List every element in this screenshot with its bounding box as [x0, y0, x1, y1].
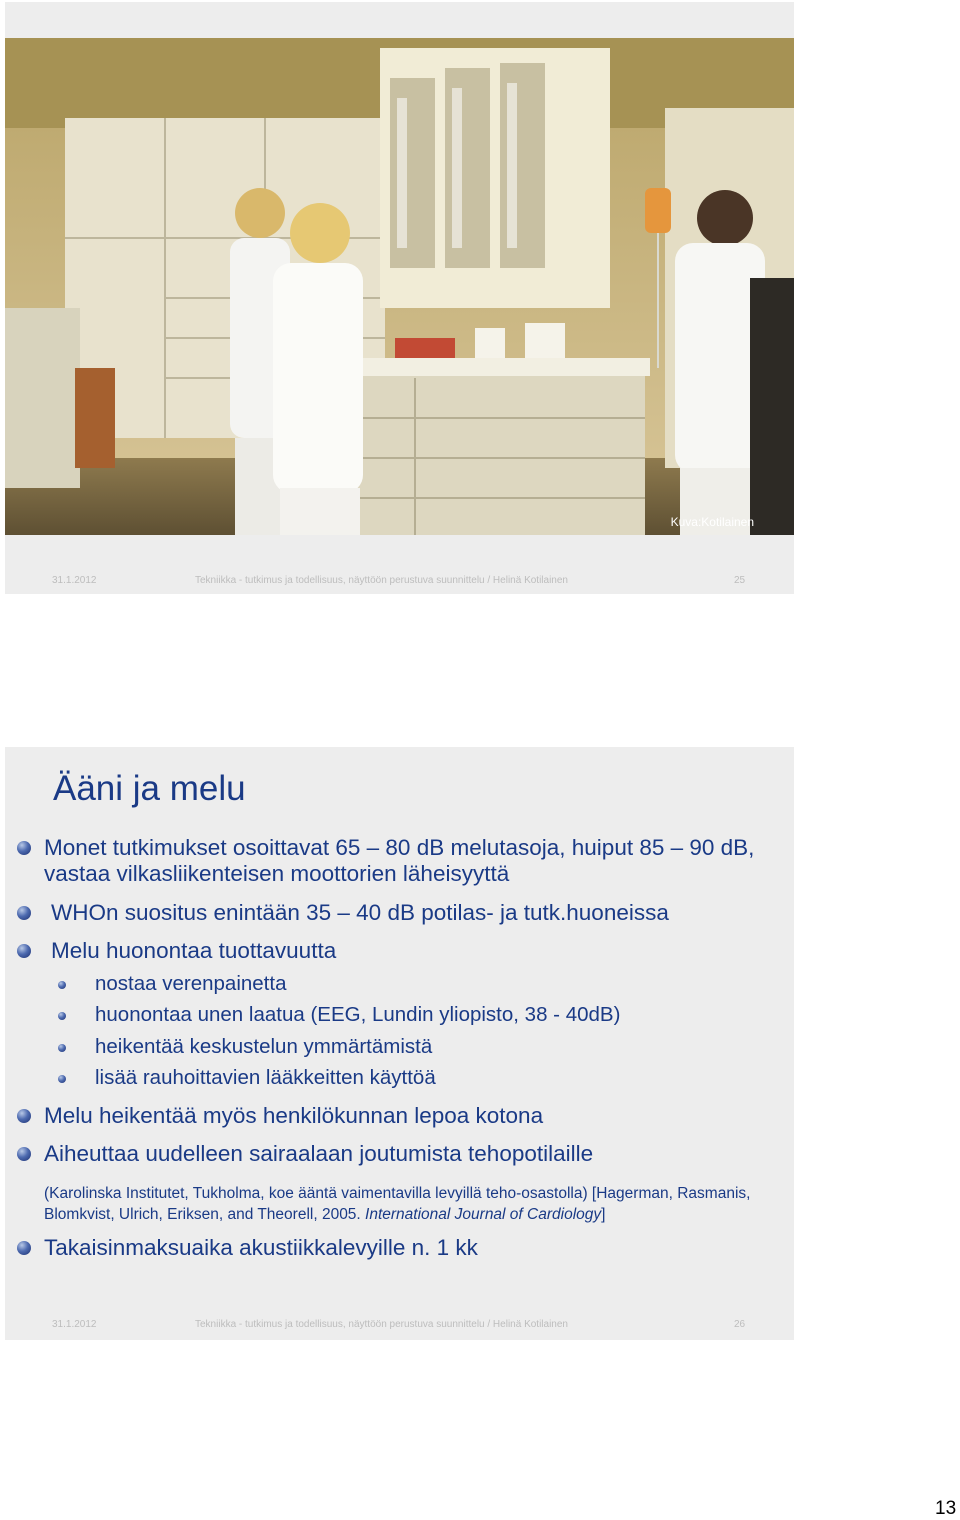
reference-text	[44, 1183, 784, 1225]
bullet-text: Takaisinmaksuaika akustiikkalevyille n. 1 kk	[44, 1235, 478, 1260]
reference-main: (Karolinska Institutet, Tukholma, koe ääntä vaimentavilla levyillä teho-osastolla) [Hagerman, Rasmanis, Blomkvist, Ulrich, Eriksen, and Theorell, 2005.	[44, 1185, 751, 1223]
sub-bullet-text: nostaa verenpainetta	[95, 972, 287, 995]
sub-bullet-text: lisää rauhoittavien lääkkeitten käyttöä	[95, 1066, 436, 1089]
sub-bullet-text: heikentää keskustelun ymmärtämistä	[95, 1035, 433, 1058]
small-bullet-sphere-icon	[58, 1012, 66, 1020]
footer-text: Tekniikka - tutkimus ja todellisuus, näyttöön perustuva suunnittelu / Helinä Kotilainen	[195, 1319, 568, 1330]
bullet-sphere-icon	[17, 1109, 31, 1123]
footer-date: 31.1.2012	[52, 575, 97, 586]
bullet-sphere-icon	[17, 1147, 31, 1161]
bullet-text: WHOn suositus enintään 35 – 40 dB potilas- ja tutk.huoneissa	[51, 900, 669, 925]
slide-26	[5, 747, 794, 1340]
photo-credit: Kuva:Kotilainen	[670, 515, 754, 529]
bullet-text: Aiheuttaa uudelleen sairaalaan joutumista tehopotilaille	[44, 1141, 594, 1166]
reference-journal: International Journal of Cardiology	[365, 1206, 602, 1223]
bullet-text: Melu huonontaa tuottavuutta	[51, 938, 337, 963]
small-bullet-sphere-icon	[58, 1044, 66, 1052]
footer-date: 31.1.2012	[52, 1319, 97, 1330]
bullet-sphere-icon	[17, 944, 31, 958]
bullet-text: Monet tutkimukset osoittavat 65 – 80 dB melutasoja, huiput 85 – 90 dB, vastaa vilkasliikenteisen moottorien läheisyyttä	[44, 835, 755, 886]
small-bullet-sphere-icon	[58, 1075, 66, 1083]
small-bullet-sphere-icon	[58, 981, 66, 989]
reference-end: ]	[601, 1206, 606, 1223]
page-number: 13	[935, 1498, 957, 1519]
slide-footer	[5, 575, 794, 591]
slide-number: 25	[734, 575, 746, 586]
hospital-photo	[5, 38, 794, 535]
bullet-text: Melu heikentää myös henkilökunnan lepoa kotona	[44, 1103, 544, 1128]
bullet-sphere-icon	[17, 1241, 31, 1255]
slide-footer	[5, 1319, 794, 1335]
bullet-sphere-icon	[17, 906, 31, 920]
slide-25	[5, 2, 794, 594]
bullet-sphere-icon	[17, 841, 31, 855]
footer-text: Tekniikka - tutkimus ja todellisuus, näyttöön perustuva suunnittelu / Helinä Kotilainen	[195, 575, 568, 586]
sub-bullet-text: huonontaa unen laatua (EEG, Lundin yliopisto, 38 - 40dB)	[95, 1003, 621, 1026]
slide-number: 26	[734, 1319, 746, 1330]
slide-title: Ääni ja melu	[53, 769, 246, 808]
